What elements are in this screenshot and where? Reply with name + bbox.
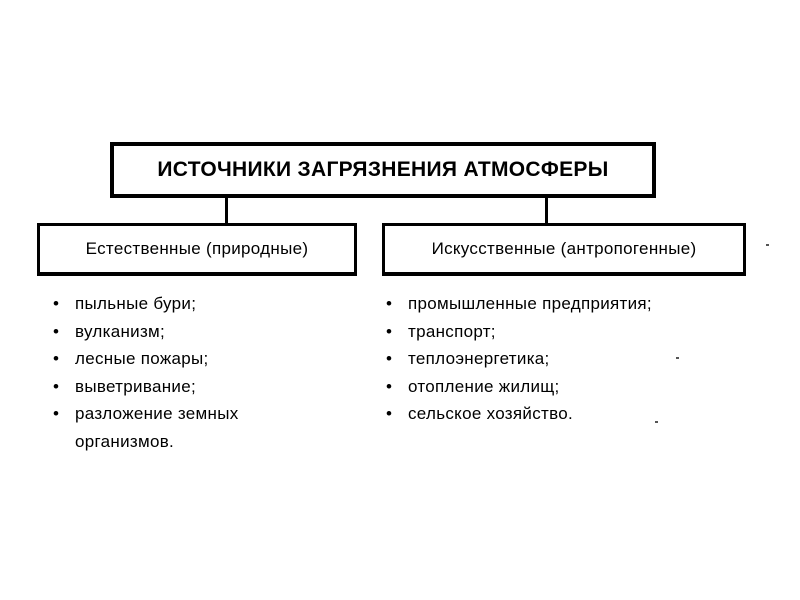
artificial-source-item: • теплоэнергетика; (386, 345, 746, 373)
artificial-sources-heading: Искусственные (антропогенные) (431, 239, 697, 258)
connector-left (225, 196, 228, 225)
artificial-sources-list (386, 290, 746, 428)
natural-sources-heading: Естественные (природные) (85, 239, 309, 258)
artificial-sources-box (382, 223, 746, 276)
diagram-title: ИСТОЧНИКИ ЗАГРЯЗНЕНИЯ АТМОСФЕРЫ (157, 158, 609, 181)
natural-sources-box (37, 223, 357, 276)
natural-source-item: • выветривание; (53, 373, 353, 401)
connector-right (545, 196, 548, 225)
natural-source-item (53, 400, 353, 455)
natural-source-item-text: • разложение земных организмов. (75, 404, 239, 451)
natural-sources-list (53, 290, 353, 455)
scan-speck (655, 421, 658, 423)
artificial-source-item: • отопление жилищ; (386, 373, 746, 401)
scan-speck (766, 244, 769, 246)
natural-source-item: • пыльные бури; (53, 290, 353, 318)
artificial-source-item: • сельское хозяйство. (386, 400, 746, 428)
natural-source-item: • лесные пожары; (53, 345, 353, 373)
scan-speck (676, 357, 679, 359)
diagram-title-box (110, 142, 656, 198)
artificial-source-item: • промышленные предприятия; (386, 290, 746, 318)
natural-source-item: • вулканизм; (53, 318, 353, 346)
artificial-source-item: • транспорт; (386, 318, 746, 346)
